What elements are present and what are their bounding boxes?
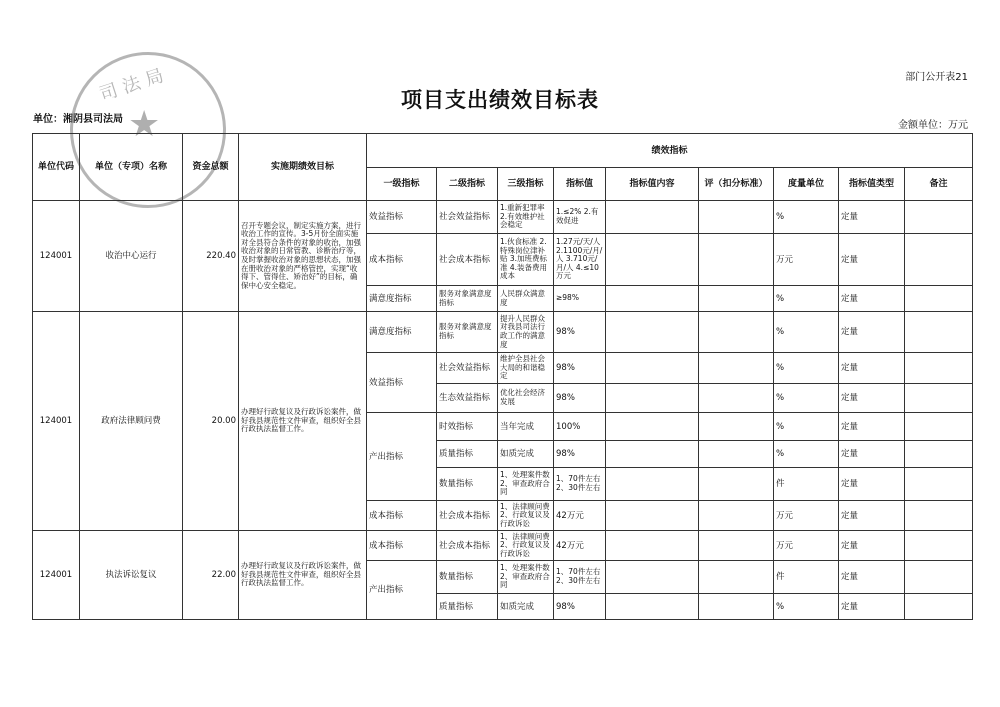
measure-unit-cell: 万元 (774, 531, 839, 561)
content-cell (606, 501, 699, 531)
level1-cell: 成本指标 (367, 501, 437, 531)
scoring-cell (699, 561, 774, 594)
value-type-cell: 定量 (839, 501, 905, 531)
level3-cell: 1、处理案件数 2、审查政府合同 (498, 561, 554, 594)
measure-unit-cell: 件 (774, 561, 839, 594)
value-type-cell: 定量 (839, 312, 905, 353)
col-scoring: 评（扣分标准） (699, 168, 774, 201)
col-unit-name: 单位（专项）名称 (80, 134, 183, 201)
remark-cell (905, 286, 973, 312)
scoring-cell (699, 234, 774, 286)
level1-cell: 产出指标 (367, 413, 437, 501)
remark-cell (905, 561, 973, 594)
level3-cell: 维护全县社会大局的和谐稳定 (498, 353, 554, 384)
value-cell: 1、70件左右 2、30件左右 (554, 468, 606, 501)
project-name: 执法诉讼复议 (80, 531, 183, 620)
value-type-cell: 定量 (839, 384, 905, 413)
value-type-cell: 定量 (839, 413, 905, 441)
table-row (33, 201, 973, 234)
unit-code: 124001 (33, 312, 80, 531)
col-value: 指标值 (554, 168, 606, 201)
content-cell (606, 441, 699, 468)
content-cell (606, 531, 699, 561)
remark-cell (905, 531, 973, 561)
value-cell: 100% (554, 413, 606, 441)
value-type-cell: 定量 (839, 353, 905, 384)
level3-cell: 1、法律顾问费 2、行政复议及行政诉讼 (498, 501, 554, 531)
remark-cell (905, 312, 973, 353)
col-indicators: 绩效指标 (367, 134, 973, 168)
measure-unit-cell: % (774, 286, 839, 312)
level1-cell: 满意度指标 (367, 312, 437, 353)
value-type-cell: 定量 (839, 561, 905, 594)
value-type-cell: 定量 (839, 531, 905, 561)
col-remark: 备注 (905, 168, 973, 201)
measure-unit-cell: % (774, 594, 839, 620)
project-amount: 20.00 (183, 312, 239, 531)
value-type-cell: 定量 (839, 286, 905, 312)
measure-unit-cell: % (774, 201, 839, 234)
project-name: 政府法律顾问费 (80, 312, 183, 531)
unit-code: 124001 (33, 531, 80, 620)
level3-cell: 1.重新犯罪率 2.有效维护社会稳定 (498, 201, 554, 234)
value-cell: 1.27元/天/人 2.1100元/月/人 3.710元/月/人 4.≤10万元 (554, 234, 606, 286)
level2-cell: 质量指标 (437, 594, 498, 620)
remark-cell (905, 441, 973, 468)
value-cell: ≥98% (554, 286, 606, 312)
remark-cell (905, 201, 973, 234)
project-amount: 22.00 (183, 531, 239, 620)
project-goal: 办理好行政复议及行政诉讼案件，做好我县规范性文件审查，组织好全县行政执法监督工作。 (239, 312, 367, 531)
remark-cell (905, 413, 973, 441)
level1-cell: 产出指标 (367, 561, 437, 620)
scoring-cell (699, 468, 774, 501)
measure-unit-cell: 万元 (774, 234, 839, 286)
value-type-cell: 定量 (839, 441, 905, 468)
col-measure-unit: 度量单位 (774, 168, 839, 201)
col-level3: 三级指标 (498, 168, 554, 201)
measure-unit-cell: % (774, 441, 839, 468)
page-title: 项目支出绩效目标表 (401, 87, 599, 112)
project-goal: 办理好行政复议及行政诉讼案件，做好我县规范性文件审查，组织好全县行政执法监督工作。 (239, 531, 367, 620)
level2-cell: 社会成本指标 (437, 234, 498, 286)
remark-cell (905, 384, 973, 413)
remark-cell (905, 594, 973, 620)
level1-cell: 效益指标 (367, 201, 437, 234)
measure-unit-cell: % (774, 384, 839, 413)
level3-cell: 如质完成 (498, 594, 554, 620)
form-number: 部门公开表21 (905, 72, 968, 83)
value-cell: 98% (554, 441, 606, 468)
col-total-funds: 资金总额 (183, 134, 239, 201)
content-cell (606, 468, 699, 501)
measure-unit-cell: % (774, 353, 839, 384)
level2-cell: 质量指标 (437, 441, 498, 468)
level3-cell: 1、处理案件数 2、审查政府合同 (498, 468, 554, 501)
scoring-cell (699, 384, 774, 413)
project-name: 收治中心运行 (80, 201, 183, 312)
content-cell (606, 384, 699, 413)
value-cell: 42万元 (554, 501, 606, 531)
unit-label: 单位：湘阴县司法局 (33, 114, 123, 125)
level2-cell: 社会成本指标 (437, 531, 498, 561)
level2-cell: 生态效益指标 (437, 384, 498, 413)
table-row (33, 531, 973, 561)
value-type-cell: 定量 (839, 201, 905, 234)
col-value-type: 指标值类型 (839, 168, 905, 201)
col-content: 指标值内容 (606, 168, 699, 201)
content-cell (606, 561, 699, 594)
level2-cell: 社会效益指标 (437, 353, 498, 384)
money-unit: 金额单位：万元 (898, 120, 968, 131)
value-cell: 98% (554, 384, 606, 413)
measure-unit-cell: 万元 (774, 501, 839, 531)
content-cell (606, 286, 699, 312)
content-cell (606, 234, 699, 286)
value-type-cell: 定量 (839, 594, 905, 620)
value-type-cell: 定量 (839, 468, 905, 501)
value-cell: 98% (554, 353, 606, 384)
remark-cell (905, 353, 973, 384)
seal-star-icon: ★ (128, 104, 161, 145)
table-row (33, 312, 973, 353)
level1-cell: 成本指标 (367, 234, 437, 286)
scoring-cell (699, 441, 774, 468)
seal-lettering: 司法局 (96, 63, 172, 106)
scoring-cell (699, 201, 774, 234)
col-goal: 实施期绩效目标 (239, 134, 367, 201)
content-cell (606, 413, 699, 441)
level1-cell: 效益指标 (367, 353, 437, 413)
level3-cell: 当年完成 (498, 413, 554, 441)
scoring-cell (699, 286, 774, 312)
measure-unit-cell: 件 (774, 468, 839, 501)
remark-cell (905, 468, 973, 501)
level3-cell: 提升人民群众对我县司法行政工作的满意度 (498, 312, 554, 353)
col-level2: 二级指标 (437, 168, 498, 201)
scoring-cell (699, 312, 774, 353)
remark-cell (905, 501, 973, 531)
level2-cell: 服务对象满意度指标 (437, 312, 498, 353)
level3-cell: 如质完成 (498, 441, 554, 468)
remark-cell (905, 234, 973, 286)
col-level1: 一级指标 (367, 168, 437, 201)
unit-code: 124001 (33, 201, 80, 312)
scoring-cell (699, 501, 774, 531)
performance-table (32, 133, 973, 620)
value-type-cell: 定量 (839, 234, 905, 286)
level1-cell: 满意度指标 (367, 286, 437, 312)
level2-cell: 时效指标 (437, 413, 498, 441)
level2-cell: 数量指标 (437, 468, 498, 501)
level2-cell: 社会成本指标 (437, 501, 498, 531)
level2-cell: 社会效益指标 (437, 201, 498, 234)
level2-cell: 数量指标 (437, 561, 498, 594)
value-cell: 1、70件左右 2、30件左右 (554, 561, 606, 594)
level1-cell: 成本指标 (367, 531, 437, 561)
content-cell (606, 201, 699, 234)
col-unit-code: 单位代码 (33, 134, 80, 201)
level3-cell: 优化社会经济发展 (498, 384, 554, 413)
level3-cell: 1、法律顾问费 2、行政复议及行政诉讼 (498, 531, 554, 561)
value-cell: 1.≤2% 2.有效促进 (554, 201, 606, 234)
content-cell (606, 594, 699, 620)
content-cell (606, 312, 699, 353)
scoring-cell (699, 531, 774, 561)
level2-cell: 服务对象满意度指标 (437, 286, 498, 312)
level3-cell: 人民群众满意度 (498, 286, 554, 312)
scoring-cell (699, 413, 774, 441)
content-cell (606, 353, 699, 384)
measure-unit-cell: % (774, 312, 839, 353)
project-amount: 220.40 (183, 201, 239, 312)
value-cell: 98% (554, 594, 606, 620)
value-cell: 98% (554, 312, 606, 353)
scoring-cell (699, 353, 774, 384)
value-cell: 42万元 (554, 531, 606, 561)
scoring-cell (699, 594, 774, 620)
level3-cell: 1.伙食标准 2.特殊岗位津补贴 3.加班费标准 4.装备费用成本 (498, 234, 554, 286)
project-goal: 召开专题会议，制定实施方案，进行收治工作的宣传。3-5月份全面实施对全县符合条件的对象的收治，加强收治对象的日常管教、诊断治疗等，及时掌握收治对象的思想状态，加强在册收治对象的严格管控，实现“收得下、管得住、矫治好”的目标，确保中心安全稳定。 (239, 201, 367, 312)
measure-unit-cell: % (774, 413, 839, 441)
